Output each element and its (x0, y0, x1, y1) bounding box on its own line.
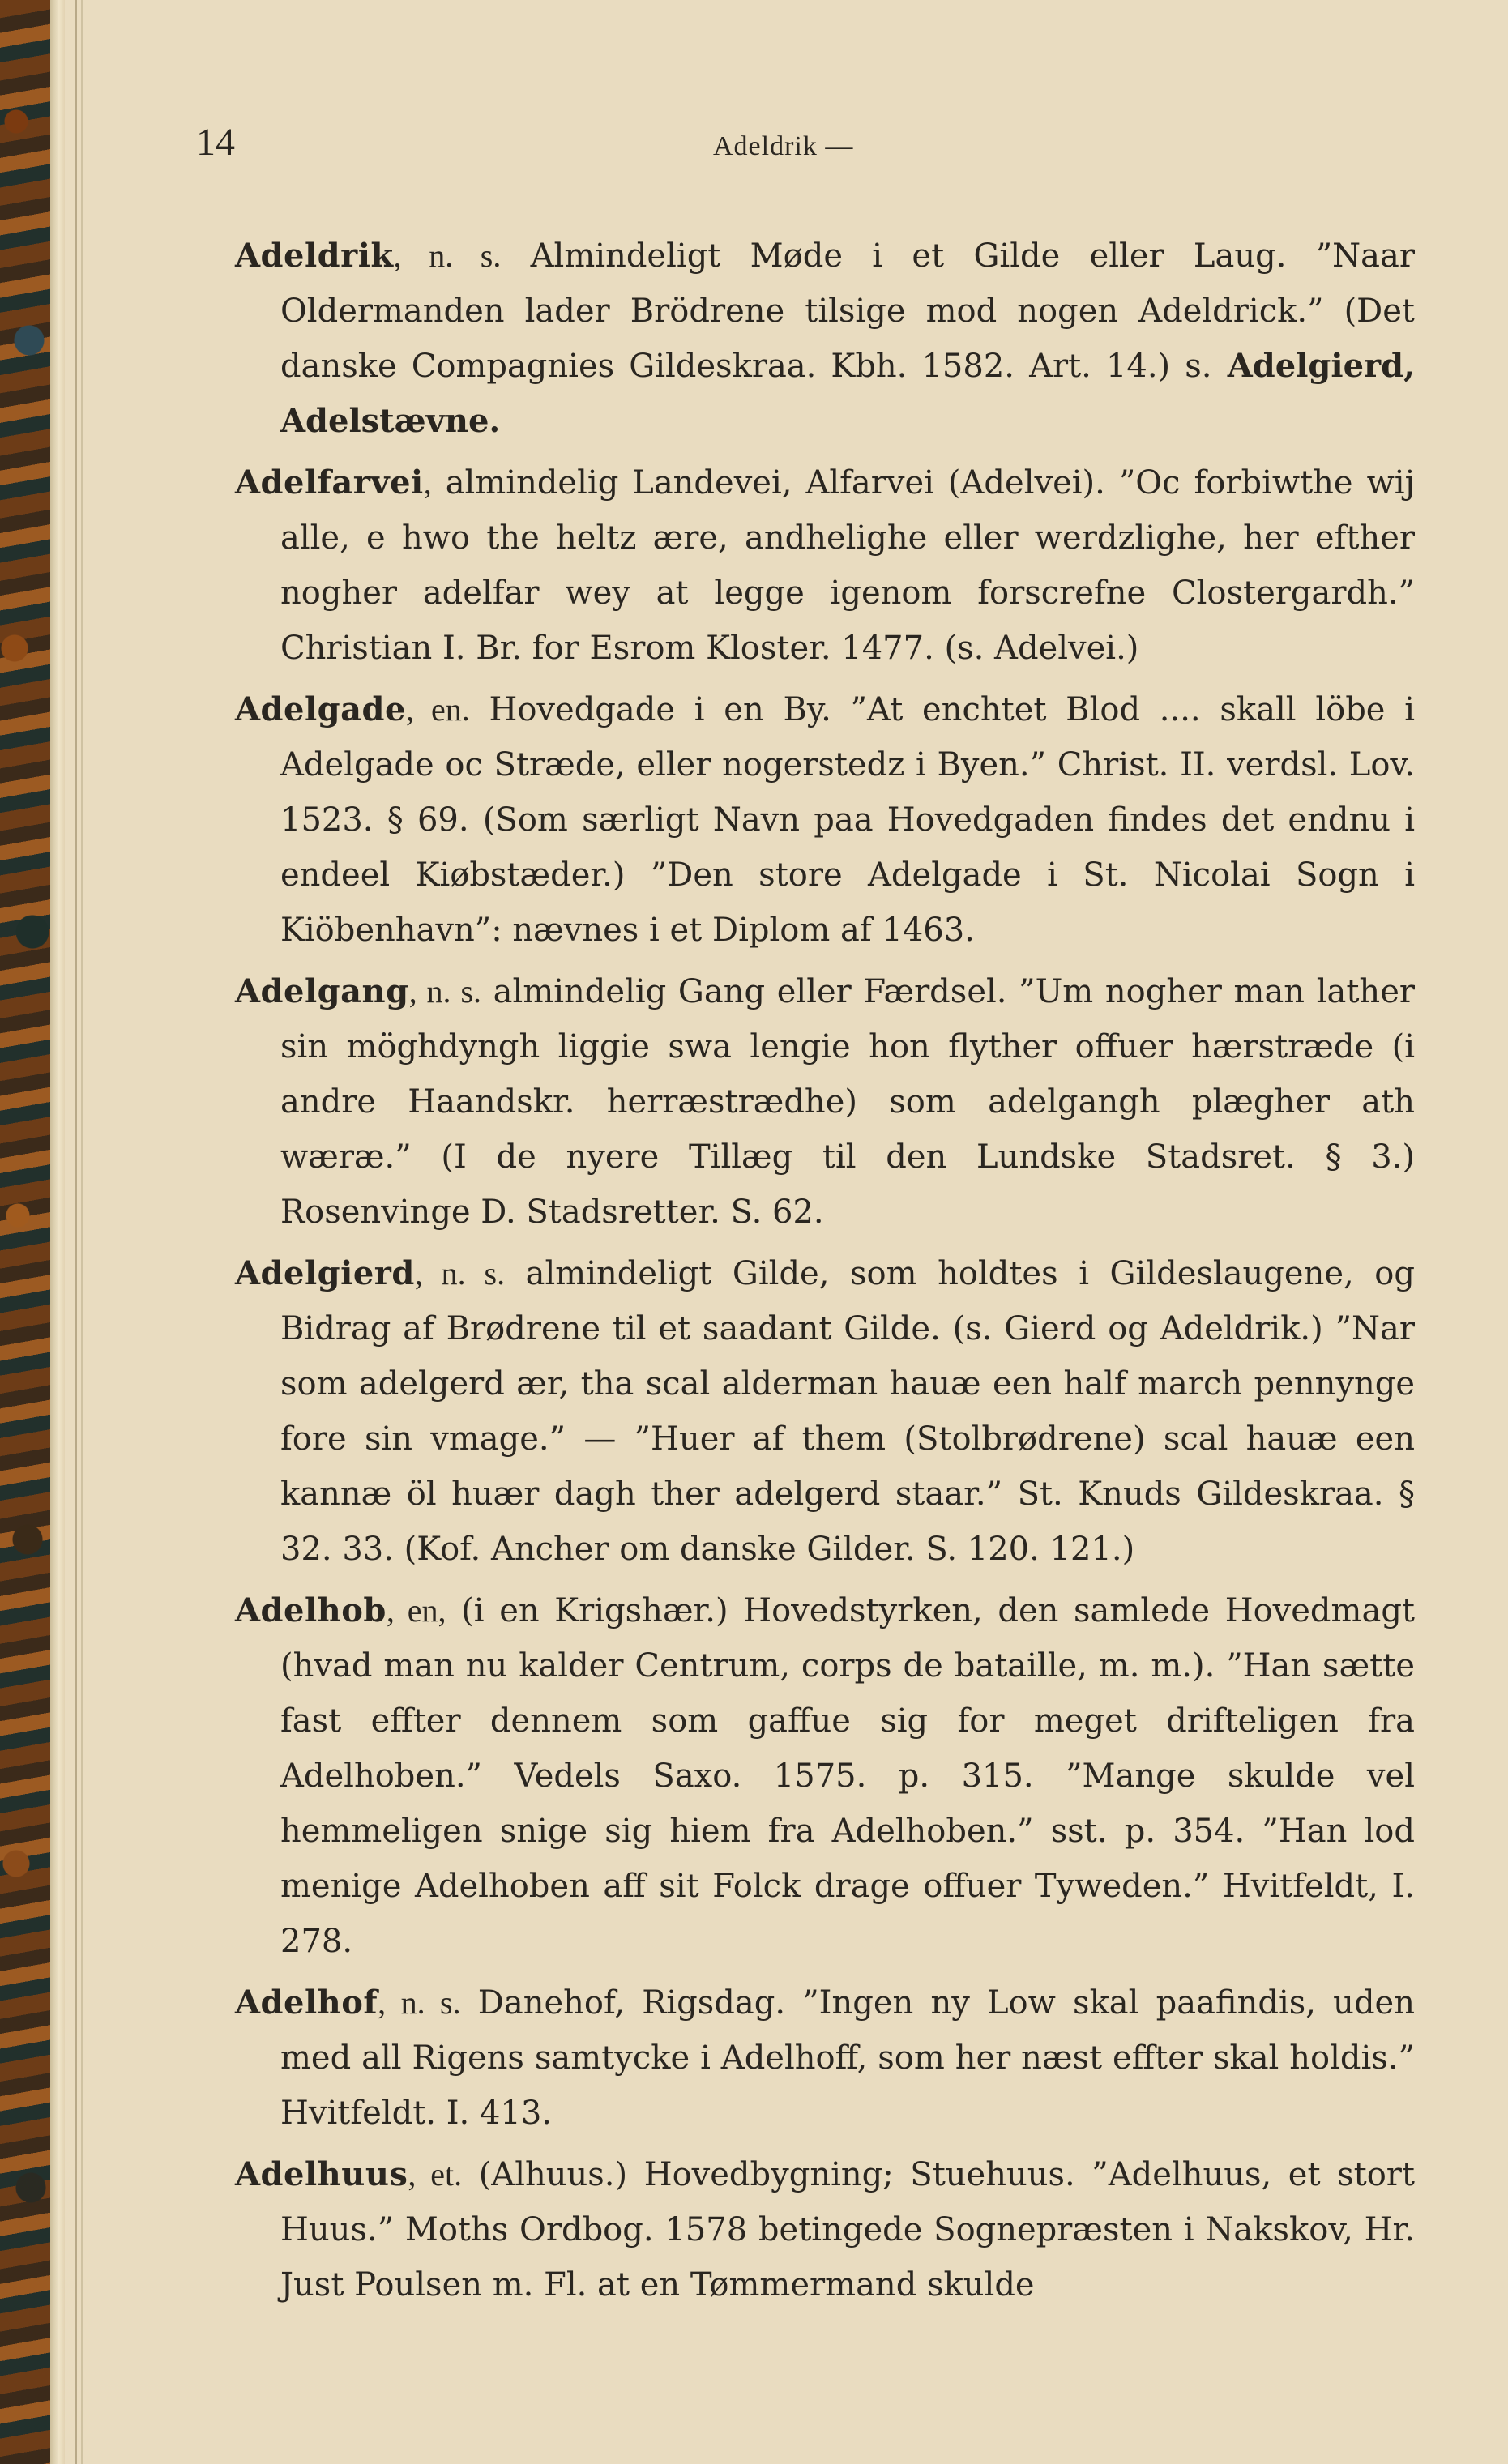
headword: Adelgade (235, 690, 406, 728)
grammar-note: , en, (386, 1592, 446, 1629)
grammar-note: , n. s. (414, 1255, 506, 1292)
grammar-note: , (423, 464, 432, 501)
entry-text: Danehof, Rigsdag. ”Ingen ny Low skal paafindis, uden med all Rigens samtycke i Adelhoff, som her næst effter skal holdis.” Hvitfeldt. I. 413. (280, 1984, 1415, 2132)
entry-text: Almindeligt Møde i et Gilde eller Laug. ”Naar Oldermanden lader Brödrene tilsige mod nogen Adeldrick.” (Det danske Compagnies Gildeskraa. Kbh. 1582. Art. 14.) s. (280, 237, 1415, 385)
marbled-cover-edge (0, 0, 50, 2464)
page-number: 14 (196, 121, 235, 164)
grammar-note: , en. (405, 691, 470, 728)
entry-adelgierd (235, 1246, 1415, 1577)
headword: Adelhof (235, 1984, 378, 2022)
entry-text: (Alhuus.) Hovedbygning; Stuehuus. ”Adelhuus, et stort Huus.” Moths Ordbog. 1578 betingede Sognepræsten i Nakskov, Hr. Just Poulsen m. Fl. at en Tømmermand skulde (280, 2156, 1415, 2304)
entry-text: almindelig Gang eller Færdsel. ”Um nogher man lather sin möghdyngh liggie swa lengie hon flyther offuer hærstræde (i andre Haandskr. herræstrædhe) som adelgangh plægher ath wæræ.” (I de nyere Tillæg til den Lundske Stadsret. § 3.) Rosenvinge D. Stadsretter. S. 62. (280, 973, 1415, 1231)
headword: Adelhuus (235, 2155, 408, 2193)
entry-adelhof (235, 1975, 1415, 2141)
headword: Adelgierd (235, 1254, 415, 1292)
running-head: Adeldrik — (713, 131, 854, 161)
grammar-note: , n. s. (378, 1984, 461, 2021)
entry-text: almindeligt Gilde, som holdtes i Gildeslaugene, og Bidrag af Brødrene til et saadant Gilde. (s. Gierd og Adeldrik.) ”Nar som adelgerd ær, tha scal alderman hauæ een half march pennynge fore sin vmage.” — ”Huer af them (Stolbrødrene) scal hauæ een kannæ öl huær dagh ther adelgerd staar.” St. Knuds Gildeskraa. § 32. 33. (Kof. Ancher om danske Gilder. S. 120. 121.) (280, 1255, 1415, 1568)
dictionary-entries (235, 228, 1415, 2319)
entry-adelhob (235, 1583, 1415, 1969)
headword: Adeldrik (235, 237, 394, 275)
related-headwords: Adelgierd, Adelstævne. (280, 347, 1416, 440)
entry-adeldrik (235, 228, 1415, 449)
page (122, 0, 1508, 2464)
entry-text: Hovedgade i en By. ”At enchtet Blod .... skall löbe i Adelgade oc Stræde, eller nogerstedz i Byen.” Christ. II. verdsl. Lov. 1523. § 69. (Som særligt Navn paa Hovedgaden findes det endnu i endeel Kiøbstæder.) ”Den store Adelgade i St. Nicolai Sogn i Kiöbenhavn”: nævnes i et Diplom af 1463. (280, 691, 1415, 949)
entry-text: almindelig Landevei, Alfarvei (Adelvei). ”Oc forbiwthe wij alle, e hwo the heltz ære, andhelighe eller werdzlighe, her efther nogher adelfar wey at legge igenom forscrefne Clostergardh.” Christian I. Br. for Esrom Kloster. 1477. (s. Adelvei.) (280, 464, 1415, 667)
entry-adelhuus (235, 2147, 1415, 2312)
headword: Adelfarvei (235, 463, 424, 502)
entry-adelfarvei (235, 455, 1415, 676)
headword: Adelhob (235, 1591, 387, 1629)
entry-adelgade (235, 682, 1415, 958)
page-edge-shadow (50, 0, 65, 2464)
gutter-line (75, 0, 77, 2464)
grammar-note: , n. s. (408, 973, 482, 1010)
gutter-line-inner (81, 0, 83, 2464)
grammar-note: , n. s. (393, 237, 502, 274)
headword: Adelgang (235, 972, 409, 1010)
entry-text: (i en Krigshær.) Hovedstyrken, den samlede Hovedmagt (hvad man nu kalder Centrum, corps de bataille, m. m.). ”Han sætte fast effter dennem som gaffue sig for meget drifteligen fra Adelhoben.” Vedels Saxo. 1575. p. 315. ”Mange skulde vel hemmeligen snige sig hiem fra Adelhoben.” sst. p. 354. ”Han lod menige Adelhoben aff sit Folck drage offuer Tyweden.” Hvitfeldt, I. 278. (280, 1592, 1415, 1960)
entry-adelgang (235, 964, 1415, 1240)
grammar-note: , et. (408, 2156, 463, 2193)
